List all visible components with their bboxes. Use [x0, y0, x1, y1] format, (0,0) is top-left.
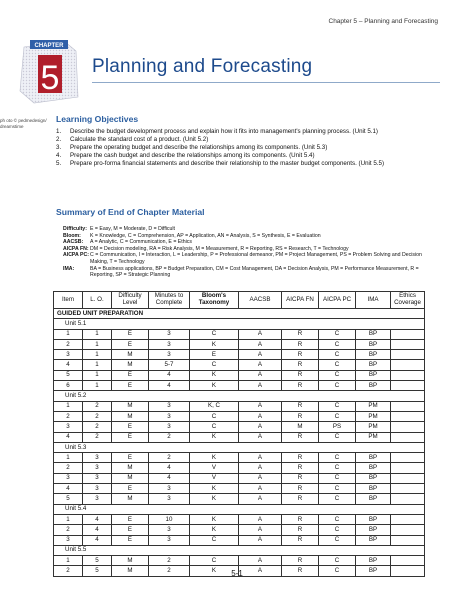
table-cell: 3 [54, 535, 83, 545]
table-cell: M [112, 350, 149, 360]
table-cell: 4 [54, 484, 83, 494]
table-cell: A [239, 463, 282, 473]
table-cell: E [112, 525, 149, 535]
unit-row [54, 504, 425, 514]
table-cell: A [239, 339, 282, 349]
table-row [54, 370, 425, 380]
table-cell: 4 [149, 463, 190, 473]
table-cell: C [319, 525, 356, 535]
table-cell: C [319, 494, 356, 504]
table-cell: C [319, 401, 356, 411]
unit-label: Unit 5.2 [54, 391, 425, 401]
table-row [54, 535, 425, 545]
table-cell: M [112, 360, 149, 370]
table-cell: 3 [149, 411, 190, 421]
table-cell: 1 [83, 339, 112, 349]
chapter-title: Planning and Forecasting [92, 56, 313, 77]
legend-row [63, 226, 423, 233]
table-cell: E [112, 329, 149, 339]
table-cell: C [190, 535, 239, 545]
objective-item [56, 160, 416, 168]
table-cell: 2 [149, 556, 190, 566]
table-cell: 4 [149, 473, 190, 483]
column-header: AICPA FN [282, 292, 319, 309]
table-cell: 4 [149, 370, 190, 380]
legend-key: AICPA FN: [63, 245, 89, 252]
objective-number: 1. [56, 128, 62, 135]
table-cell: BP [356, 463, 391, 473]
legend-key: Bloom: [63, 232, 81, 239]
legend-row [63, 239, 423, 246]
table-cell: K [190, 381, 239, 391]
table-cell: A [239, 473, 282, 483]
page-number: 5-1 [231, 569, 243, 578]
table-cell: K [190, 484, 239, 494]
table-cell: 4 [54, 360, 83, 370]
objective-text: Prepare the operating budget and describe the relationships among its components. (Unit 5.3) [70, 143, 328, 151]
table-cell: 1 [54, 401, 83, 411]
table-cell: C [319, 432, 356, 442]
table-cell: E [112, 381, 149, 391]
table-cell: A [239, 556, 282, 566]
unit-row [54, 391, 425, 401]
table-row [54, 463, 425, 473]
unit-label: Unit 5.4 [54, 504, 425, 514]
section-label: GUIDED UNIT PREPARATION [54, 309, 425, 319]
table-cell: C [319, 514, 356, 524]
chapter-number: 5 [40, 59, 60, 97]
objective-text: Prepare the cash budget and describe the relationships among its components. (Unit 5.4) [70, 151, 315, 159]
legend-row [63, 252, 423, 265]
table-cell: C [319, 329, 356, 339]
table-cell: M [112, 401, 149, 411]
table-row [54, 473, 425, 483]
objective-text: Prepare pro-forma financial statements and describe their relationship to the master budget components. (Unit 5.5) [70, 159, 385, 167]
table-cell: BP [356, 525, 391, 535]
table-cell: R [282, 473, 319, 483]
table-row [54, 381, 425, 391]
table-row [54, 484, 425, 494]
table-cell: E [112, 422, 149, 432]
table-cell: BP [356, 556, 391, 566]
table-cell: 5 [54, 370, 83, 380]
table-cell: 4 [83, 525, 112, 535]
objectives-heading: Learning Objectives [56, 114, 139, 124]
column-header: L. O. [83, 292, 112, 309]
table-cell: 3 [83, 494, 112, 504]
table-cell [391, 494, 425, 504]
table-cell: A [239, 484, 282, 494]
table-cell: E [112, 535, 149, 545]
table-cell: BP [356, 329, 391, 339]
table-cell: R [282, 453, 319, 463]
table-cell [391, 411, 425, 421]
table-cell: M [112, 473, 149, 483]
table-cell: 4 [54, 432, 83, 442]
table-cell [391, 350, 425, 360]
table-cell: BP [356, 453, 391, 463]
table-cell: 3 [83, 473, 112, 483]
table-cell: V [190, 463, 239, 473]
table-row [54, 432, 425, 442]
unit-row [54, 319, 425, 329]
column-header: Item [54, 292, 83, 309]
table-cell: C [190, 556, 239, 566]
table-cell: BP [356, 381, 391, 391]
unit-row [54, 442, 425, 452]
table-cell: E [112, 484, 149, 494]
table-cell: BP [356, 370, 391, 380]
table-cell: PM [356, 401, 391, 411]
table-cell: 2 [149, 453, 190, 463]
table-cell: BP [356, 360, 391, 370]
table-cell: A [239, 370, 282, 380]
table-cell: K [190, 432, 239, 442]
unit-label: Unit 5.5 [54, 545, 425, 555]
table-cell: BP [356, 535, 391, 545]
table-row [54, 360, 425, 370]
table-cell: 2 [54, 463, 83, 473]
table-row [54, 494, 425, 504]
table-cell: A [239, 381, 282, 391]
table-cell: K [190, 453, 239, 463]
table-cell: 1 [83, 329, 112, 339]
table-cell: R [282, 566, 319, 576]
unit-label: Unit 5.3 [54, 442, 425, 452]
table-cell: E [112, 339, 149, 349]
table-cell: 3 [149, 494, 190, 504]
table-cell: R [282, 401, 319, 411]
table-cell: C [190, 329, 239, 339]
table-cell: C [319, 339, 356, 349]
table-cell: 2 [83, 401, 112, 411]
legend-key: AICPA PC: [63, 252, 89, 259]
table-cell: A [239, 535, 282, 545]
table-cell: 3 [149, 525, 190, 535]
table-cell: R [282, 484, 319, 494]
summary-heading: Summary of End of Chapter Material [56, 207, 205, 217]
photo-credit [0, 118, 47, 130]
table-cell: A [239, 514, 282, 524]
table-cell: 6 [54, 381, 83, 391]
table-row [54, 350, 425, 360]
table-cell: PM [356, 422, 391, 432]
table-cell: BP [356, 350, 391, 360]
summary-table [53, 291, 425, 577]
legend-value: BA = Business applications, BP = Budget Preparation, CM = Cost Management, DA = Decision Analysis, PM = Performance Measurement, R = Reporting, SP = Strategic Planning [90, 265, 419, 279]
table-cell: PS [319, 422, 356, 432]
table-row [54, 556, 425, 566]
table-cell: E [112, 453, 149, 463]
table-cell [391, 535, 425, 545]
table-cell: C [319, 473, 356, 483]
table-cell: 1 [54, 556, 83, 566]
table-cell: 1 [83, 360, 112, 370]
table-cell [391, 463, 425, 473]
table-body [54, 309, 425, 577]
legend-row [63, 246, 423, 253]
table-cell: R [282, 360, 319, 370]
table-cell: 3 [83, 453, 112, 463]
table-cell: 4 [83, 535, 112, 545]
table-cell: 2 [149, 566, 190, 576]
table-cell: M [112, 411, 149, 421]
table-cell [391, 525, 425, 535]
table-cell: C [319, 370, 356, 380]
table-cell: E [190, 350, 239, 360]
table-cell: R [282, 370, 319, 380]
legend-value: A = Analytic, C = Communication, E = Ethics [90, 239, 192, 246]
table-cell: 4 [83, 514, 112, 524]
table-cell: 3 [54, 473, 83, 483]
table-cell: A [239, 453, 282, 463]
table-cell: A [239, 422, 282, 432]
table-cell: M [282, 422, 319, 432]
table-cell: K [190, 494, 239, 504]
table-cell: 3 [149, 401, 190, 411]
table-cell [391, 432, 425, 442]
column-header: IMA [356, 292, 391, 309]
photo-credit-line: dreamstime [0, 124, 24, 129]
table-cell [391, 473, 425, 483]
legend-row [63, 233, 423, 240]
table-cell: A [239, 350, 282, 360]
table-cell: 2 [83, 411, 112, 421]
legend-value: DM = Decision modeling, RA = Risk Analysis, M = Measurement, R = Reporting, RS = Research, T = Technology [90, 245, 349, 252]
table-cell [391, 370, 425, 380]
table-cell: 3 [83, 484, 112, 494]
table-cell: BP [356, 473, 391, 483]
table-cell: R [282, 350, 319, 360]
table-cell: R [282, 514, 319, 524]
table-cell: C [319, 360, 356, 370]
table-cell: BP [356, 484, 391, 494]
objective-item [56, 152, 416, 160]
column-header: AACSB [239, 292, 282, 309]
table-cell: C [319, 535, 356, 545]
table-cell [391, 453, 425, 463]
table-cell: K [190, 566, 239, 576]
table-cell: BP [356, 494, 391, 504]
table-cell: C [319, 350, 356, 360]
table-cell: E [112, 432, 149, 442]
table-cell [391, 422, 425, 432]
table-cell: 5 [54, 494, 83, 504]
table-cell: K [190, 370, 239, 380]
objective-text: Describe the budget development process and explain how it fits into management's planning process. (Unit 5.1) [70, 128, 378, 135]
column-header: Difficulty Level [112, 292, 149, 309]
table-cell: 3 [149, 535, 190, 545]
table-cell: BP [356, 566, 391, 576]
table-row [54, 514, 425, 524]
objective-number: 2. [56, 135, 62, 143]
table-cell: A [239, 401, 282, 411]
table-cell: 3 [54, 350, 83, 360]
legend-key: AACSB: [63, 239, 84, 246]
table-cell: A [239, 494, 282, 504]
table-cell: C [319, 556, 356, 566]
table-cell: 1 [54, 329, 83, 339]
table-cell: BP [356, 514, 391, 524]
table-cell: M [112, 494, 149, 504]
table-cell: R [282, 411, 319, 421]
column-header: Bloom's Taxonomy [190, 292, 239, 309]
table-cell: C [190, 360, 239, 370]
table-cell: A [239, 432, 282, 442]
table-cell: 3 [149, 484, 190, 494]
table-cell [391, 339, 425, 349]
table-cell: R [282, 381, 319, 391]
table-cell: M [112, 566, 149, 576]
legend-value: C = Communication, I = Interaction, L = Leadership, P = Professional demeanor, PM = Project Management, PS = Problem Solving and Decision Making, T = Technology [90, 252, 422, 265]
table-cell: 3 [149, 422, 190, 432]
table-cell: E [112, 514, 149, 524]
objective-item [56, 136, 416, 144]
photo-credit-line: ph oto © pedmedesign/ [0, 118, 47, 123]
table-cell: C [190, 411, 239, 421]
legend-block [63, 226, 423, 279]
table-cell: 2 [149, 432, 190, 442]
table-header-row [54, 292, 425, 309]
table-cell: 5-7 [149, 360, 190, 370]
table-cell: E [112, 370, 149, 380]
table-cell: PM [356, 411, 391, 421]
table-cell: 3 [149, 350, 190, 360]
table-cell: K [190, 514, 239, 524]
table-cell: 3 [54, 422, 83, 432]
column-header: Minutes to Complete [149, 292, 190, 309]
table-cell [391, 514, 425, 524]
table-cell: C [319, 381, 356, 391]
table-cell [391, 329, 425, 339]
table-row [54, 525, 425, 535]
table-cell: K [190, 525, 239, 535]
table-cell: 10 [149, 514, 190, 524]
table-cell: 5 [83, 566, 112, 576]
table-cell: C [190, 422, 239, 432]
table-cell: K, C [190, 401, 239, 411]
table-row [54, 422, 425, 432]
table-cell: C [319, 411, 356, 421]
chapter-label: CHAPTER [34, 43, 64, 49]
table-row [54, 339, 425, 349]
table-row [54, 401, 425, 411]
objective-text: Calculate the standard cost of a product. (Unit 5.2) [70, 135, 209, 143]
table-cell [391, 401, 425, 411]
table-cell: 2 [54, 525, 83, 535]
table-row [54, 411, 425, 421]
table-cell: 2 [54, 411, 83, 421]
table-cell: 3 [149, 329, 190, 339]
table-cell: C [319, 484, 356, 494]
table-cell: 1 [83, 370, 112, 380]
objectives-list [56, 128, 416, 168]
table-cell: 1 [54, 514, 83, 524]
table-cell [391, 556, 425, 566]
objective-number: 4. [56, 151, 62, 159]
legend-key: IMA: [63, 265, 75, 272]
table-cell [391, 484, 425, 494]
table-cell: 5 [83, 556, 112, 566]
table-cell: R [282, 339, 319, 349]
table-cell: M [112, 463, 149, 473]
table-cell: R [282, 535, 319, 545]
unit-label: Unit 5.1 [54, 319, 425, 329]
table-cell: C [319, 463, 356, 473]
objective-item [56, 128, 416, 136]
table-cell: 2 [83, 432, 112, 442]
section-row [54, 309, 425, 319]
table-row [54, 329, 425, 339]
unit-row [54, 545, 425, 555]
running-header: Chapter 5 – Planning and Forecasting [328, 18, 438, 25]
column-header: Ethics Coverage [391, 292, 425, 309]
table-cell: PM [356, 432, 391, 442]
legend-value: E = Easy, M = Moderate, D = Difficult [90, 226, 176, 232]
legend-key: Difficulty: [63, 226, 87, 232]
table-cell: 4 [149, 381, 190, 391]
table-cell: C [319, 453, 356, 463]
table-row [54, 453, 425, 463]
table-cell: A [239, 329, 282, 339]
table-cell: 1 [83, 350, 112, 360]
title-divider [92, 82, 440, 83]
table-cell: M [112, 556, 149, 566]
table-cell: 2 [54, 566, 83, 576]
table-cell: R [282, 329, 319, 339]
objective-number: 3. [56, 143, 62, 151]
objective-item [56, 144, 416, 152]
table-cell: R [282, 494, 319, 504]
table-cell [391, 381, 425, 391]
table-cell: A [239, 566, 282, 576]
table-cell: R [282, 432, 319, 442]
legend-row [63, 266, 423, 279]
table-cell: A [239, 411, 282, 421]
chapter-badge [16, 37, 82, 107]
table-cell: BP [356, 339, 391, 349]
table-cell: K [190, 339, 239, 349]
table-cell: V [190, 473, 239, 483]
table-cell: C [319, 566, 356, 576]
objective-number: 5. [56, 159, 62, 167]
table-cell [391, 360, 425, 370]
table-cell: 3 [83, 463, 112, 473]
table-cell: 3 [149, 339, 190, 349]
table-cell: 2 [54, 339, 83, 349]
column-header: AICPA PC [319, 292, 356, 309]
table-cell: A [239, 360, 282, 370]
table-cell: R [282, 463, 319, 473]
table-cell: A [239, 525, 282, 535]
table-cell: R [282, 556, 319, 566]
table-cell: 1 [54, 453, 83, 463]
table-cell: 1 [83, 381, 112, 391]
table-cell: 2 [83, 422, 112, 432]
table-cell: R [282, 525, 319, 535]
legend-value: K = Knowledge, C = Comprehension, AP = Application, AN = Analysis, S = Synthesis, E = Evaluation [90, 232, 321, 239]
